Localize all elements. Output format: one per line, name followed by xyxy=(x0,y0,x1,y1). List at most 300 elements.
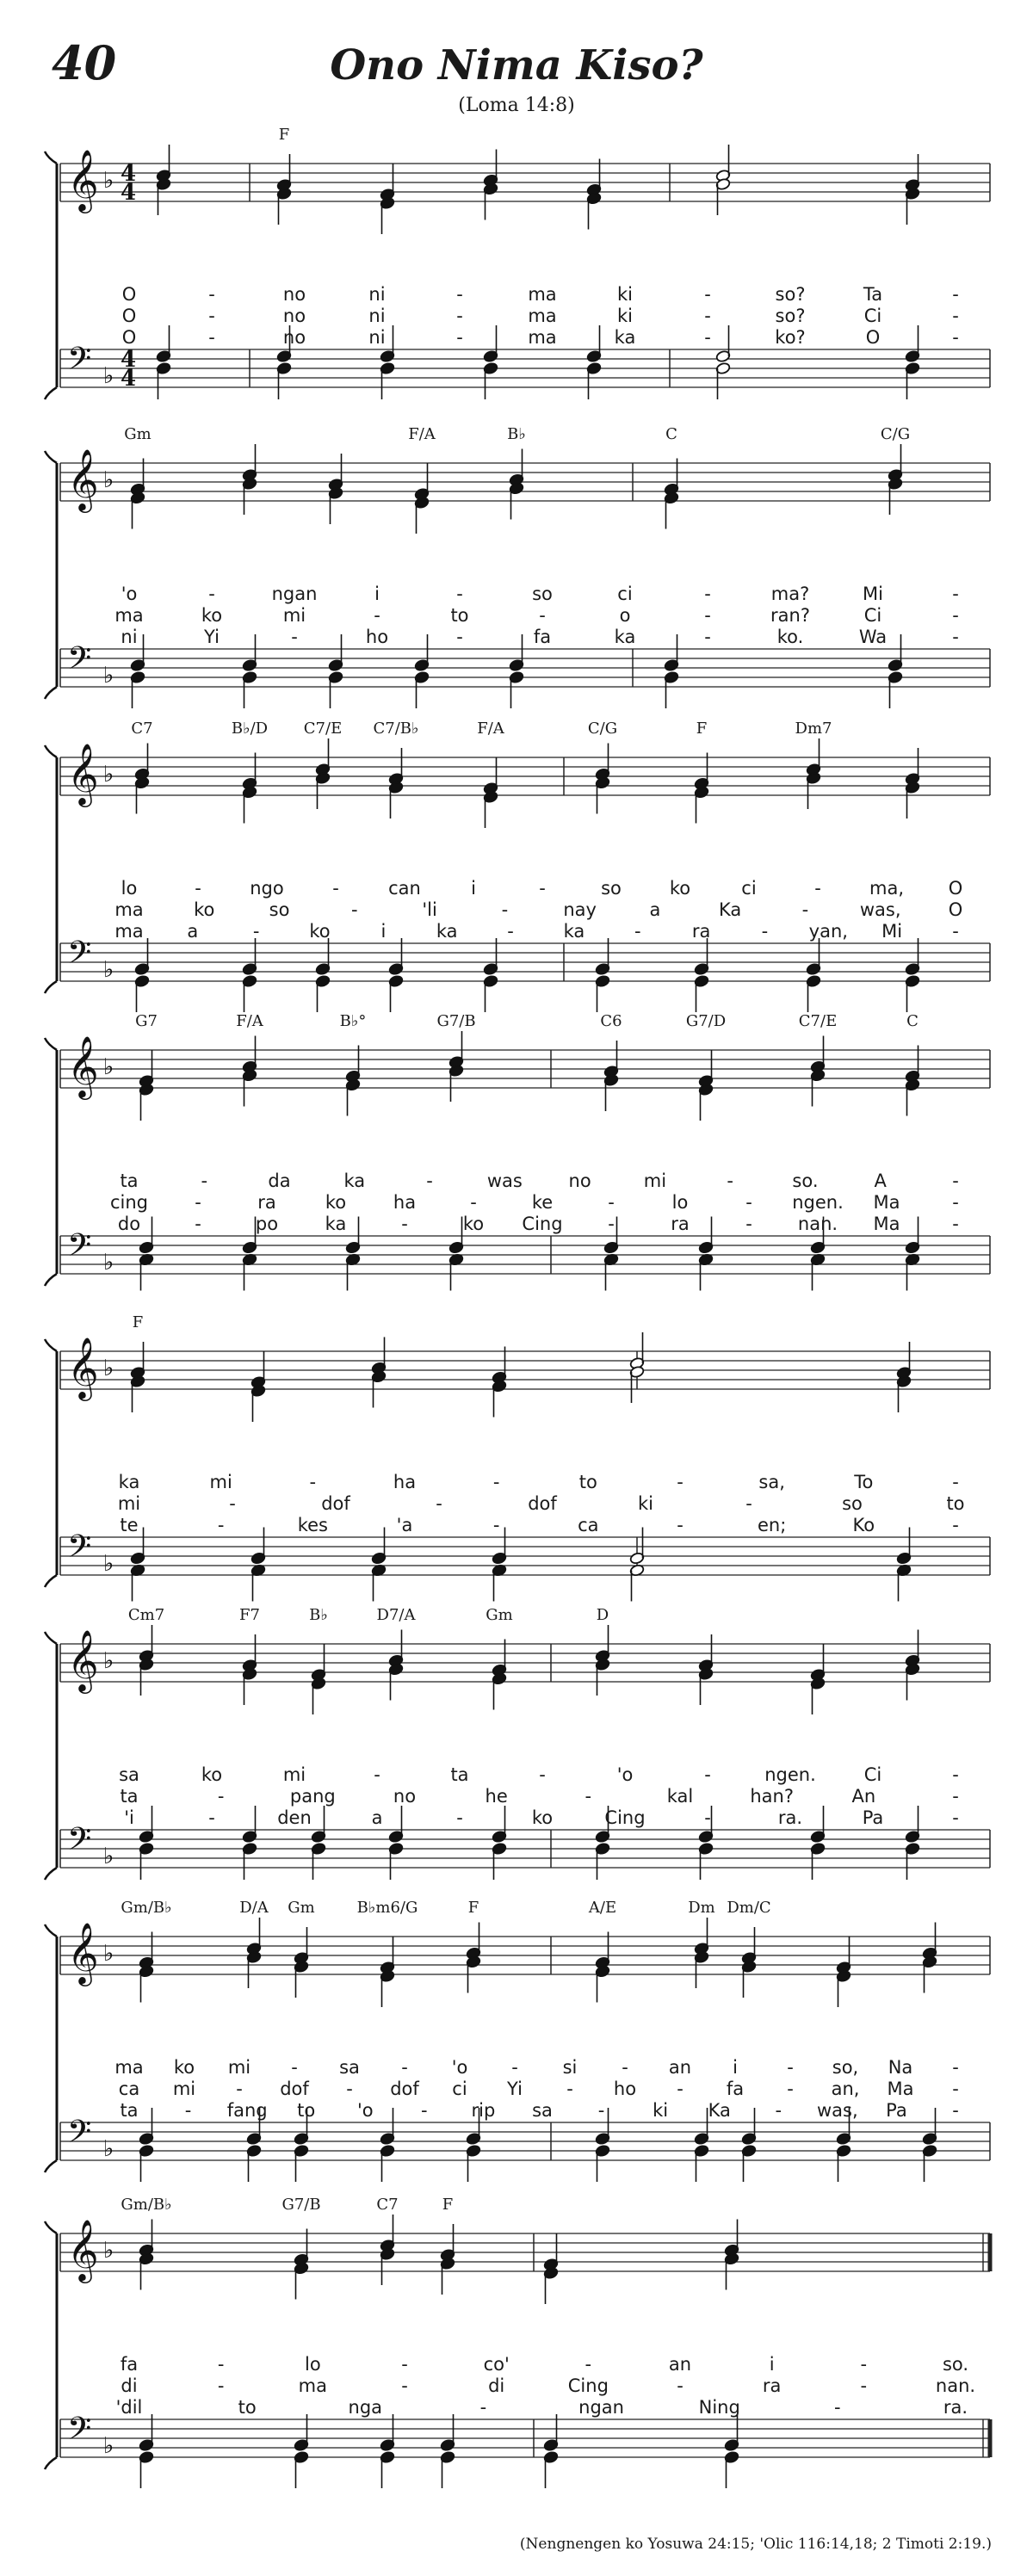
lyric-syllable: Cing xyxy=(604,1807,646,1828)
lyric-syllable: ka xyxy=(614,627,636,647)
lyric-syllable: ni xyxy=(368,284,386,305)
lyric-syllable: ngan xyxy=(578,2397,624,2418)
chord-symbol: C6 xyxy=(600,1012,622,1030)
bass-clef-icon: 𝄢 xyxy=(67,2411,92,2455)
chord-symbol: G7/B xyxy=(281,2196,321,2214)
lyric-syllable: di xyxy=(121,2375,138,2396)
staff-notation xyxy=(52,1007,999,1282)
lyric-syllable: ngen. xyxy=(792,1192,844,1213)
lyric-syllable: - xyxy=(677,2375,684,2396)
lyric-syllable: Ning xyxy=(698,2397,740,2418)
lyric-syllable: ko xyxy=(669,878,691,899)
music-system xyxy=(52,714,999,990)
bass-staff xyxy=(60,2411,990,2459)
lyric-syllable: pang xyxy=(289,1786,336,1807)
bass-staff xyxy=(60,1227,990,1276)
treble-staff xyxy=(60,2218,990,2283)
lyric-syllable: ho xyxy=(613,2079,637,2099)
bass-clef-icon: 𝄢 xyxy=(67,2114,92,2158)
lyric-syllable: - xyxy=(401,2057,408,2078)
key-signature-flat-icon: ♭ xyxy=(103,2433,114,2459)
lyric-syllable: i xyxy=(733,2057,738,2078)
lyric-syllable: - xyxy=(195,1214,201,1234)
key-signature-flat-icon: ♭ xyxy=(103,957,114,983)
lyric-syllable: ra xyxy=(257,1192,276,1213)
lyric-syllable: was, xyxy=(817,2100,858,2121)
chord-symbol: B♭ xyxy=(507,425,526,443)
lyric-syllable: ra xyxy=(762,2375,782,2396)
staff-notation xyxy=(52,420,999,695)
hymn-number: 40 xyxy=(52,35,117,90)
lyric-syllable: ma xyxy=(528,327,557,348)
lyric-syllable: - xyxy=(952,584,959,604)
lyric-syllable: di xyxy=(488,2375,505,2396)
lyric-syllable: - xyxy=(479,2397,487,2418)
lyric-syllable: ka xyxy=(118,1472,140,1492)
brace-hook-top xyxy=(45,451,57,463)
key-signature-flat-icon: ♭ xyxy=(103,168,114,194)
lyric-syllable: - xyxy=(456,627,463,647)
lyric-syllable: - xyxy=(608,1192,615,1213)
chord-symbol: C xyxy=(906,1012,919,1030)
key-signature-flat-icon: ♭ xyxy=(103,2238,114,2264)
chord-symbol: F xyxy=(132,1313,144,1331)
lyric-syllable: - xyxy=(456,1807,463,1828)
lyric-syllable: mi xyxy=(227,2057,251,2078)
lyric-syllable: O xyxy=(121,284,137,305)
lyric-syllable: ra xyxy=(691,921,711,942)
lyric-syllable: - xyxy=(952,1515,959,1535)
lyric-syllable: Ka xyxy=(708,2100,731,2121)
chord-symbol: D7/A xyxy=(376,1606,416,1624)
lyric-syllable: ko xyxy=(201,1764,223,1785)
lyric-syllable: O xyxy=(948,899,963,920)
music-system xyxy=(52,1601,999,1876)
brace-hook-bottom xyxy=(45,981,57,993)
treble-staff xyxy=(60,742,990,807)
music-system xyxy=(52,1007,999,1282)
lyric-syllable: 'a xyxy=(396,1515,413,1535)
key-signature-flat-icon: ♭ xyxy=(103,1356,114,1381)
bass-clef-icon: 𝄢 xyxy=(67,341,92,385)
lyric-syllable: nay xyxy=(563,899,597,920)
treble-clef-icon: 𝄞 xyxy=(67,1628,99,1691)
time-signature-digit: 4 xyxy=(121,180,137,206)
lyric-syllable: O xyxy=(121,327,137,348)
lyric-syllable: 'o xyxy=(451,2057,468,2078)
lyric-syllable: to xyxy=(238,2397,257,2418)
lyric-syllable: nga xyxy=(348,2397,383,2418)
lyric-syllable: - xyxy=(456,327,463,348)
lyric-syllable: ma, xyxy=(869,878,905,899)
lyric-syllable: - xyxy=(201,1171,208,1191)
lyric-syllable: - xyxy=(217,2354,225,2375)
bass-staff xyxy=(60,1821,990,1869)
bass-clef-icon: 𝄢 xyxy=(67,1821,92,1865)
chord-symbol: C7 xyxy=(376,2196,399,2214)
lyric-syllable: - xyxy=(374,1764,380,1785)
bass-staff xyxy=(60,935,990,983)
lyric-syllable: - xyxy=(952,1807,959,1828)
lyric-syllable: ko xyxy=(173,2057,195,2078)
lyric-syllable: - xyxy=(401,2354,408,2375)
treble-clef-icon: 𝄞 xyxy=(67,1921,99,1984)
lyric-syllable: - xyxy=(745,1214,752,1234)
lyric-syllable: sa xyxy=(532,2100,553,2121)
bass-staff xyxy=(60,1529,990,1577)
scripture-reference: (Loma 14:8) xyxy=(458,95,575,116)
lyric-syllable: ca xyxy=(578,1515,599,1535)
lyric-syllable: ka xyxy=(563,921,585,942)
bass-clef-icon: 𝄢 xyxy=(67,935,92,979)
lyric-syllable: - xyxy=(608,1214,615,1234)
lyric-syllable: - xyxy=(291,2057,298,2078)
chord-symbol: F xyxy=(278,126,290,144)
lyric-syllable: was xyxy=(486,1171,523,1191)
lyric-syllable: - xyxy=(952,2057,959,2078)
lyric-syllable: no xyxy=(568,1171,591,1191)
staff-notation xyxy=(52,714,999,990)
lyric-syllable: - xyxy=(456,584,463,604)
chord-symbol: F xyxy=(467,1899,479,1917)
lyric-syllable: - xyxy=(456,284,463,305)
lyric-syllable: ke xyxy=(531,1192,554,1213)
lyric-syllable: - xyxy=(801,899,809,920)
lyric-syllable: ka xyxy=(436,921,458,942)
lyric-syllable: i xyxy=(471,878,476,899)
key-signature-flat-icon: ♭ xyxy=(103,1551,114,1577)
lyric-syllable: 'i xyxy=(124,1807,134,1828)
lyric-syllable: - xyxy=(217,2375,225,2396)
lyric-syllable: - xyxy=(208,306,215,326)
brace-hook-top xyxy=(45,151,57,164)
lyric-syllable: ngo xyxy=(250,878,284,899)
lyric-syllable: To xyxy=(854,1472,874,1492)
lyric-syllable: ka xyxy=(343,1171,366,1191)
lyric-syllable: so xyxy=(269,899,290,920)
lyric-syllable: - xyxy=(236,2079,243,2099)
lyric-syllable: Pa xyxy=(886,2100,907,2121)
lyric-syllable: - xyxy=(511,2057,518,2078)
chord-symbol: F/A xyxy=(408,425,436,443)
lyric-syllable: Yi xyxy=(507,2079,523,2099)
bass-clef-icon: 𝄢 xyxy=(67,1227,92,1271)
key-signature-flat-icon: ♭ xyxy=(103,1054,114,1080)
lyric-syllable: was, xyxy=(859,899,901,920)
lyric-syllable: - xyxy=(217,1515,225,1535)
key-signature-flat-icon: ♭ xyxy=(103,762,114,788)
lyric-syllable: - xyxy=(814,878,821,899)
lyric-syllable: ta xyxy=(120,1786,139,1807)
lyric-syllable: Ma xyxy=(873,1214,900,1234)
lyric-syllable: - xyxy=(952,1214,959,1234)
lyric-syllable: no xyxy=(393,1786,417,1807)
lyric-syllable: - xyxy=(952,306,959,326)
lyric-syllable: ci xyxy=(617,584,633,604)
chord-symbol: Dm7 xyxy=(795,720,832,738)
lyric-syllable: - xyxy=(252,921,260,942)
chord-symbol: C7/B♭ xyxy=(373,720,419,738)
lyric-syllable: can xyxy=(388,878,421,899)
lyric-syllable: mi xyxy=(172,2079,196,2099)
lyric-syllable: - xyxy=(787,2057,794,2078)
lyric-syllable: - xyxy=(195,878,201,899)
lyric-syllable: kes xyxy=(297,1515,328,1535)
lyric-syllable: Mi xyxy=(863,584,883,604)
chord-symbol: F/A xyxy=(477,720,504,738)
key-signature-flat-icon: ♭ xyxy=(103,1941,114,1967)
lyric-syllable: - xyxy=(745,1493,752,1514)
chord-symbol: Gm xyxy=(288,1899,315,1917)
brace-hook-bottom xyxy=(45,687,57,699)
lyric-syllable: - xyxy=(952,627,959,647)
lyric-syllable: dof xyxy=(280,2079,309,2099)
lyric-syllable: so? xyxy=(775,306,806,326)
lyric-syllable: - xyxy=(401,2375,408,2396)
lyric-syllable: - xyxy=(309,1472,317,1492)
staff-notation xyxy=(52,120,999,396)
brace-hook-top xyxy=(45,1038,57,1050)
lyric-syllable: - xyxy=(704,1764,711,1785)
key-signature-flat-icon: ♭ xyxy=(103,1250,114,1276)
chord-symbol: C xyxy=(665,425,677,443)
lyric-syllable: si xyxy=(562,2057,578,2078)
lyric-syllable: - xyxy=(704,584,711,604)
staff-notation xyxy=(52,2190,999,2466)
staff-notation xyxy=(52,1893,999,2169)
lyric-syllable: ka xyxy=(614,327,636,348)
chord-symbol: D/A xyxy=(239,1899,269,1917)
lyric-syllable: an, xyxy=(831,2079,860,2099)
lyric-syllable: sa xyxy=(339,2057,360,2078)
lyric-syllable: Pa xyxy=(862,1807,884,1828)
chord-symbol: A/E xyxy=(588,1899,617,1917)
brace-hook-bottom xyxy=(45,1868,57,1880)
lyric-syllable: sa, xyxy=(758,1472,785,1492)
chord-symbol: B♭ xyxy=(309,1606,328,1624)
lyric-syllable: do xyxy=(117,1214,141,1234)
lyric-syllable: - xyxy=(426,1171,433,1191)
lyric-syllable: ta xyxy=(450,1764,469,1785)
lyric-syllable: - xyxy=(208,584,215,604)
lyric-syllable: rip xyxy=(471,2100,496,2121)
lyric-syllable: so? xyxy=(775,284,806,305)
lyric-syllable: - xyxy=(677,1472,684,1492)
lyric-syllable: kal xyxy=(666,1786,694,1807)
lyric-syllable: ci xyxy=(452,2079,467,2099)
lyric-syllable: - xyxy=(332,878,339,899)
lyric-syllable: ta xyxy=(120,2100,139,2121)
lyric-syllable: - xyxy=(952,1171,959,1191)
lyric-syllable: - xyxy=(952,605,959,626)
lyric-syllable: 'o xyxy=(121,584,138,604)
lyric-syllable: 'li xyxy=(422,899,437,920)
lyric-syllable: - xyxy=(704,627,711,647)
treble-staff xyxy=(60,1628,990,1694)
lyric-syllable: ma xyxy=(114,899,144,920)
lyric-syllable: ma xyxy=(528,306,557,326)
bass-clef-icon: 𝄢 xyxy=(67,640,92,684)
music-system xyxy=(52,1893,999,2169)
lyric-syllable: - xyxy=(346,2079,353,2099)
chord-symbol: Gm xyxy=(486,1606,513,1624)
chord-symbol: G7/D xyxy=(685,1012,727,1030)
lyric-syllable: ran? xyxy=(770,605,810,626)
lyric-syllable: - xyxy=(727,1171,733,1191)
lyric-syllable: mi xyxy=(282,605,306,626)
treble-clef-icon: 𝄞 xyxy=(67,742,99,805)
lyric-syllable: ni xyxy=(121,627,138,647)
chord-symbol: F/A xyxy=(236,1012,263,1030)
lyric-syllable: ko? xyxy=(775,327,806,348)
treble-staff xyxy=(60,448,990,513)
lyric-syllable: Na xyxy=(888,2057,913,2078)
chord-symbol: F xyxy=(696,720,708,738)
lyric-syllable: - xyxy=(704,1807,711,1828)
lyric-syllable: en; xyxy=(758,1515,787,1535)
key-signature-flat-icon: ♭ xyxy=(103,1844,114,1869)
chord-symbol: D xyxy=(596,1606,609,1624)
lyric-syllable: ci xyxy=(741,878,757,899)
staff-notation xyxy=(52,1601,999,1876)
lyric-syllable: - xyxy=(291,627,298,647)
lyric-syllable: ma xyxy=(528,284,557,305)
lyric-syllable: - xyxy=(634,921,641,942)
chord-symbol: B♭° xyxy=(339,1012,367,1030)
lyric-syllable: Ci xyxy=(863,1764,882,1785)
lyric-syllable: Yi xyxy=(204,627,220,647)
time-signature-digit: 4 xyxy=(121,161,137,187)
lyric-syllable: - xyxy=(585,2354,592,2375)
lyric-syllable: - xyxy=(566,2079,573,2099)
chord-symbol: G7 xyxy=(135,1012,158,1030)
music-system xyxy=(52,2190,999,2466)
lyric-syllable: Ma xyxy=(873,1192,900,1213)
lyric-syllable: sa xyxy=(119,1764,139,1785)
chord-symbol: Dm/C xyxy=(727,1899,771,1917)
lyric-syllable: lo xyxy=(304,2354,321,2375)
lyric-syllable: so. xyxy=(792,1171,819,1191)
lyric-syllable: ni xyxy=(368,327,386,348)
lyric-syllable: - xyxy=(470,1192,477,1213)
hymn-title: Ono Nima Kiso? xyxy=(330,41,703,90)
chord-symbol: C7 xyxy=(131,720,153,738)
lyric-syllable: - xyxy=(217,1786,225,1807)
chord-symbol: C/G xyxy=(880,425,911,443)
lyric-syllable: - xyxy=(374,605,380,626)
lyric-syllable: - xyxy=(952,327,959,348)
lyric-syllable: no xyxy=(282,306,306,326)
lyric-syllable: ngen. xyxy=(764,1764,816,1785)
lyric-syllable: A xyxy=(874,1171,887,1191)
lyric-syllable: O xyxy=(948,878,963,899)
lyric-syllable: - xyxy=(456,306,463,326)
lyric-syllable: ko xyxy=(531,1807,554,1828)
lyric-syllable: ra. xyxy=(943,2397,968,2418)
lyric-syllable: ki xyxy=(638,1493,653,1514)
lyric-syllable: ka xyxy=(325,1214,347,1234)
lyric-syllable: - xyxy=(195,1192,201,1213)
lyric-syllable: mi xyxy=(643,1171,667,1191)
lyric-syllable: ko xyxy=(309,921,331,942)
lyric-syllable: ma xyxy=(114,2057,144,2078)
lyric-syllable: po xyxy=(255,1214,279,1234)
lyric-syllable: - xyxy=(539,878,546,899)
treble-staff xyxy=(60,148,990,213)
lyric-syllable: mi xyxy=(117,1493,141,1514)
brace-hook-top xyxy=(45,1339,57,1351)
lyric-syllable: ma xyxy=(298,2375,327,2396)
lyric-syllable: ni xyxy=(368,306,386,326)
lyric-syllable: lo xyxy=(671,1192,689,1213)
lyric-syllable: da xyxy=(268,1171,291,1191)
lyric-syllable: - xyxy=(860,2375,868,2396)
chord-symbol: Cm7 xyxy=(127,1606,165,1624)
lyric-syllable: - xyxy=(597,2100,605,2121)
brace-hook-bottom xyxy=(45,1575,57,1587)
lyric-syllable: ta xyxy=(120,1171,139,1191)
chord-symbol: Gm xyxy=(124,425,152,443)
brace-hook-bottom xyxy=(45,1274,57,1286)
bass-staff xyxy=(60,640,990,689)
lyric-syllable: te xyxy=(120,1515,139,1535)
brace-hook-top xyxy=(45,1632,57,1644)
lyric-syllable: - xyxy=(745,1192,752,1213)
key-signature-flat-icon: ♭ xyxy=(103,467,114,493)
lyric-syllable: - xyxy=(704,284,711,305)
key-signature-flat-icon: ♭ xyxy=(103,663,114,689)
treble-clef-icon: 𝄞 xyxy=(67,448,99,510)
chord-symbol: Dm xyxy=(688,1899,715,1917)
lyric-syllable: - xyxy=(208,327,215,348)
lyric-syllable: fa xyxy=(726,2079,745,2099)
lyric-syllable: ki xyxy=(617,284,633,305)
lyric-syllable: - xyxy=(952,1764,959,1785)
lyric-syllable: ho xyxy=(365,627,389,647)
lyric-syllable: - xyxy=(492,1472,500,1492)
lyric-syllable: - xyxy=(677,2079,684,2099)
lyric-syllable: - xyxy=(834,2397,841,2418)
brace-hook-bottom xyxy=(45,387,57,399)
lyric-syllable: ko xyxy=(462,1214,485,1234)
lyric-syllable: to xyxy=(946,1493,965,1514)
lyric-syllable: a xyxy=(187,921,199,942)
lyric-syllable: ki xyxy=(653,2100,669,2121)
lyric-syllable: - xyxy=(787,2079,794,2099)
lyric-syllable: ki xyxy=(617,306,633,326)
lyric-syllable: cing xyxy=(109,1192,149,1213)
lyric-syllable: ca xyxy=(118,2079,140,2099)
lyric-syllable: dof xyxy=(390,2079,419,2099)
treble-clef-icon: 𝄞 xyxy=(67,2218,99,2281)
lyric-syllable: a xyxy=(371,1807,383,1828)
lyric-syllable: - xyxy=(208,284,215,305)
lyric-syllable: so xyxy=(601,878,622,899)
chord-symbol: B♭m6/G xyxy=(356,1899,418,1917)
lyric-syllable: so xyxy=(532,584,553,604)
lyric-syllable: to xyxy=(297,2100,316,2121)
lyric-syllable: 'o xyxy=(616,1764,634,1785)
chord-symbol: C/G xyxy=(587,720,618,738)
lyric-syllable: - xyxy=(539,1764,546,1785)
lyric-syllable: - xyxy=(761,921,769,942)
staff-notation xyxy=(52,1308,999,1584)
lyric-syllable: nan. xyxy=(935,2375,976,2396)
lyric-syllable: o xyxy=(619,605,631,626)
lyric-syllable: Ka xyxy=(719,899,742,920)
bass-clef-icon: 𝄢 xyxy=(67,1529,92,1572)
lyric-syllable: ha xyxy=(393,1472,417,1492)
